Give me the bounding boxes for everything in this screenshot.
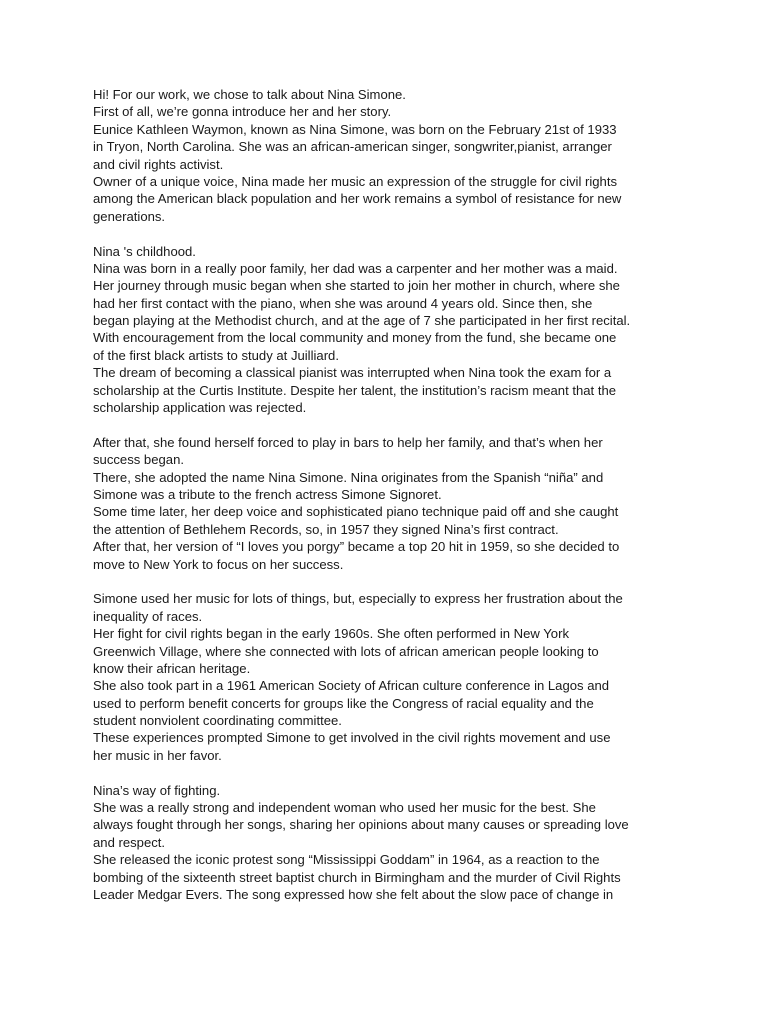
text-line: She also took part in a 1961 American Society of African culture conference in Lagos and xyxy=(93,678,610,694)
text-line: The dream of becoming a classical pianist was interrupted when Nina took the exam for a xyxy=(93,365,612,381)
text-line: always fought through her songs, sharing her opinions about many causes or spreading love xyxy=(93,817,629,833)
text-line: After that, she found herself forced to play in bars to help her family, and that’s when her xyxy=(93,434,603,450)
text-line: bombing of the sixteenth street baptist church in Birmingham and the murder of Civil Rights xyxy=(93,869,621,885)
text-line: After that, her version of “I loves you porgy” became a top 20 hit in 1959, so she decided to xyxy=(93,539,620,555)
text-line: Hi! For our work, we chose to talk about Nina Simone. xyxy=(93,87,406,102)
text-line: With encouragement from the local community and money from the fund, she became one xyxy=(93,330,617,346)
paragraph-gap xyxy=(93,416,693,433)
text-line: Leader Medgar Evers. The song expressed how she felt about the slow pace of change in xyxy=(93,886,614,902)
document-page xyxy=(93,86,693,903)
text-line: Eunice Kathleen Waymon, known as Nina Simone, was born on the February 21st of 1933 xyxy=(93,121,617,137)
text-line: and respect. xyxy=(93,834,166,850)
paragraph-gap xyxy=(93,225,693,242)
text-line: her music in her favor. xyxy=(93,747,222,763)
text-line: had her first contact with the piano, when she was around 4 years old. Since then, she xyxy=(93,295,593,311)
text-line: Nina’s way of fighting. xyxy=(93,782,221,798)
text-line: She released the iconic protest song “Mississippi Goddam” in 1964, as a reaction to the xyxy=(93,852,600,868)
text-line: Her fight for civil rights began in the early 1960s. She often performed in New York xyxy=(93,626,569,642)
text-line: and civil rights activist. xyxy=(93,156,224,172)
text-line: student nonviolent coordinating committee. xyxy=(93,713,342,729)
text-line: scholarship application was rejected. xyxy=(93,400,307,416)
text-line: Nina 's childhood. xyxy=(93,243,196,259)
text-line: began playing at the Methodist church, and at the age of 7 she participated in her first recital. xyxy=(93,313,631,329)
text-line: Some time later, her deep voice and sophisticated piano technique paid off and she caught xyxy=(93,504,619,520)
text-line: know their african heritage. xyxy=(93,660,251,676)
text-line: Simone was a tribute to the french actress Simone Signoret. xyxy=(93,486,442,502)
text-line: of the first black artists to study at Juilliard. xyxy=(93,347,339,363)
text-line: These experiences prompted Simone to get involved in the civil rights movement and use xyxy=(93,730,611,746)
paragraph-gap xyxy=(93,764,693,781)
text-line: success began. xyxy=(93,452,184,468)
text-line: move to New York to focus on her success. xyxy=(93,556,344,572)
text-line: There, she adopted the name Nina Simone. Nina originates from the Spanish “niña” and xyxy=(93,469,604,485)
text-line: Greenwich Village, where she connected with lots of african american people looking to xyxy=(93,643,599,659)
text-line: Simone used her music for lots of things, but, especially to express her frustration about the xyxy=(93,591,623,607)
text-line: the attention of Bethlehem Records, so, in 1957 they signed Nina’s first contract. xyxy=(93,521,559,537)
text-line: scholarship at the Curtis Institute. Despite her talent, the institution’s racism meant that the xyxy=(93,382,617,398)
text-line: Her journey through music began when she started to join her mother in church, where she xyxy=(93,278,620,294)
text-line: among the American black population and her work remains a symbol of resistance for new xyxy=(93,191,622,207)
text-line: She was a really strong and independent woman who used her music for the best. She xyxy=(93,800,596,816)
paragraph-gap xyxy=(93,573,693,590)
text-line: inequality of races. xyxy=(93,608,203,624)
text-line: used to perform benefit concerts for groups like the Congress of racial equality and the xyxy=(93,695,594,711)
text-line: Nina was born in a really poor family, her dad was a carpenter and her mother was a maid. xyxy=(93,260,618,276)
text-line: Owner of a unique voice, Nina made her music an expression of the struggle for civil rights xyxy=(93,173,618,189)
text-line: generations. xyxy=(93,208,166,224)
text-line: in Tryon, North Carolina. She was an african-american singer, songwriter,pianist, arranger xyxy=(93,139,612,155)
text-line: First of all, we’re gonna introduce her and her story. xyxy=(93,104,392,120)
